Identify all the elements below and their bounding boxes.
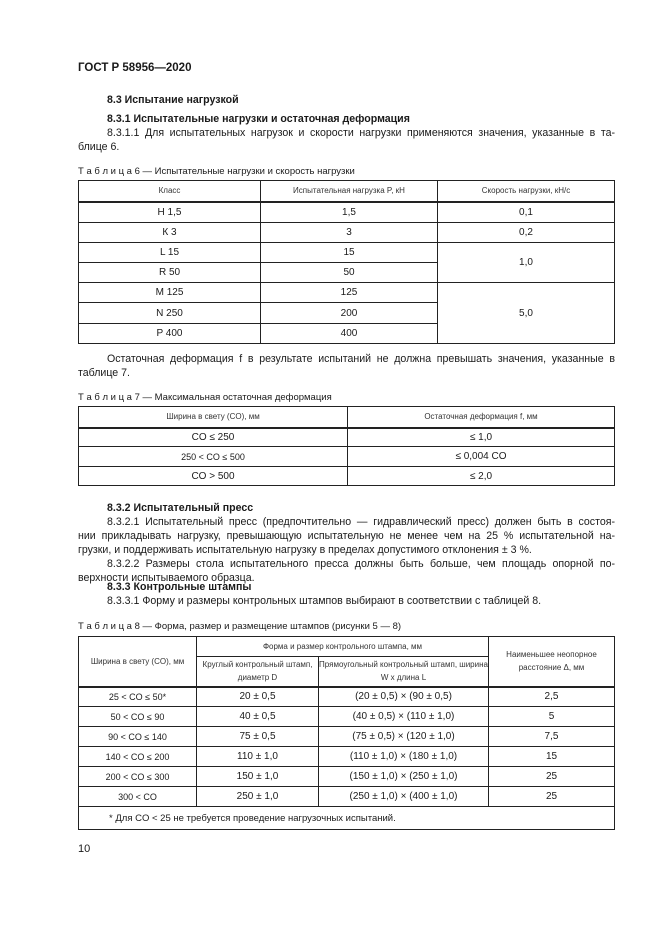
table8-cell: (40 ± 0,5) × (110 ± 1,0) [319,707,489,727]
table-8 [78,636,615,830]
table8-cell: 200 < CO ≤ 300 [79,767,197,787]
table8-cell: 20 ± 0,5 [197,687,319,707]
table8-cell: 7,5 [489,727,615,747]
table6-caption: Т а б л и ц а 6 — Испытательные нагрузки и скорость нагрузки [78,166,355,177]
table6-cell: К 3 [79,223,261,243]
table-row [79,747,615,767]
table6-cell: Н 1,5 [79,202,261,223]
table6-cell: 125 [261,283,438,303]
table6-cell: L 15 [79,243,261,263]
table-row [79,447,615,467]
table-6 [78,180,615,344]
table7-header-width: Ширина в свету (CO), мм [79,407,348,428]
section-8-3-1-title: 8.3.1 Испытательные нагрузки и остаточная деформация [107,113,410,125]
table6-cell: 1,0 [438,243,615,283]
page-number: 10 [78,843,91,855]
table-7 [78,406,615,486]
para-residual-line2: таблице 7. [78,367,130,379]
table7-header-deformation: Остаточная деформация f, мм [348,407,615,428]
para-8-3-2-2-line1: 8.3.2.2 Размеры стола испытательного пресса должны быть больше, чем площадь опорной по- [107,558,615,570]
table8-header-round: Круглый контрольный штамп, диаметр D [197,657,319,687]
table8-cell: 110 ± 1,0 [197,747,319,767]
table-row [79,467,615,486]
para-8-3-1-1-line2: блице 6. [78,141,120,153]
table6-cell: 400 [261,324,438,344]
table8-cell: 50 < CO ≤ 90 [79,707,197,727]
table8-cell: (75 ± 0,5) × (120 ± 1,0) [319,727,489,747]
table8-footnote: * Для CO < 25 не требуется проведение нагрузочных испытаний. [79,807,615,830]
table8-cell: 25 [489,767,615,787]
table6-header-speed: Скорость нагрузки, кН/с [438,181,615,202]
table-row [79,428,615,447]
table6-cell: 200 [261,303,438,324]
document-header: ГОСТ Р 58956—2020 [78,62,192,74]
table8-cell: 300 < CO [79,787,197,807]
table-row [79,787,615,807]
table6-cell: 50 [261,263,438,283]
table6-cell: R 50 [79,263,261,283]
table6-cell: 0,2 [438,223,615,243]
para-8-3-2-2-line2: верхности испытываемого образца. [78,572,255,584]
para-8-3-3-1: 8.3.3.1 Форму и размеры контрольных штампов выбирают в соответствии с таблицей 8. [107,595,542,607]
table7-caption: Т а б л и ц а 7 — Максимальная остаточная деформация [78,392,332,403]
table8-cell: 2,5 [489,687,615,707]
table-row [79,687,615,707]
table8-cell: (150 ± 1,0) × (250 ± 1,0) [319,767,489,787]
section-8-3-title: 8.3 Испытание нагрузкой [107,94,239,106]
table8-header-form: Форма и размер контрольного штампа, мм [197,637,489,657]
para-8-3-2-1-line3: грузки, и поддерживать испытательную нагрузку в пределах допустимого отклонения ± 3 %. [78,544,532,556]
table6-cell: N 250 [79,303,261,324]
table-row [79,807,615,830]
table-row [79,223,615,243]
table8-caption: Т а б л и ц а 8 — Форма, размер и размещение штампов (рисунки 5 — 8) [78,621,402,632]
table6-header-class: Класс [79,181,261,202]
table8-cell: 90 < CO ≤ 140 [79,727,197,747]
para-residual-line1: Остаточная деформация f в результате испытаний не должна превышать значения, указанные в [107,353,615,365]
table7-cell: CO > 500 [79,467,348,486]
table6-cell: 0,1 [438,202,615,223]
table8-cell: 150 ± 1,0 [197,767,319,787]
table8-cell: (110 ± 1,0) × (180 ± 1,0) [319,747,489,767]
table-row [79,727,615,747]
table6-cell: 3 [261,223,438,243]
table8-cell: 25 < CO ≤ 50* [79,687,197,707]
para-8-3-2-1-line1: 8.3.2.1 Испытательный пресс (предпочтительно — гидравлический пресс) должен быть в состоя- [107,516,615,528]
table8-cell: (250 ± 1,0) × (400 ± 1,0) [319,787,489,807]
table7-cell: 250 < CO ≤ 500 [79,447,348,467]
para-8-3-2-1-line2: нии прикладывать нагрузку, превышающую испытательную не менее чем на 25 % испытательной на- [78,530,615,542]
table7-cell: ≤ 1,0 [348,428,615,447]
table6-cell: M 125 [79,283,261,303]
table6-cell: 1,5 [261,202,438,223]
table8-header-rect: Прямоугольный контрольный штамп, ширина W x длина L [319,657,489,687]
table8-cell: 15 [489,747,615,767]
table7-cell: CO ≤ 250 [79,428,348,447]
table8-cell: 140 < CO ≤ 200 [79,747,197,767]
para-8-3-1-1-line1: 8.3.1.1 Для испытательных нагрузок и скорости нагрузки применяются значения, указанные в та- [107,127,615,139]
table7-cell: ≤ 0,004 CO [348,447,615,467]
section-8-3-3-title: 8.3.3 Контрольные штампы [107,581,252,593]
table-row [79,707,615,727]
table8-cell: 5 [489,707,615,727]
table7-cell: ≤ 2,0 [348,467,615,486]
table6-cell: P 400 [79,324,261,344]
table6-cell: 5,0 [438,283,615,344]
table8-cell: 25 [489,787,615,807]
table6-header-load: Испытательная нагрузка P, кН [261,181,438,202]
table-row [79,243,615,263]
table8-header-distance: Наименьшее неопорное расстояние Δ, мм [489,637,615,687]
table8-cell: 75 ± 0,5 [197,727,319,747]
table-row [79,767,615,787]
table6-cell: 15 [261,243,438,263]
table8-cell: 40 ± 0,5 [197,707,319,727]
section-8-3-2-title: 8.3.2 Испытательный пресс [107,502,254,514]
table8-header-width: Ширина в свету (CO), мм [79,637,197,687]
table-row [79,202,615,223]
table8-cell: (20 ± 0,5) × (90 ± 0,5) [319,687,489,707]
table8-cell: 250 ± 1,0 [197,787,319,807]
table-row [79,283,615,303]
